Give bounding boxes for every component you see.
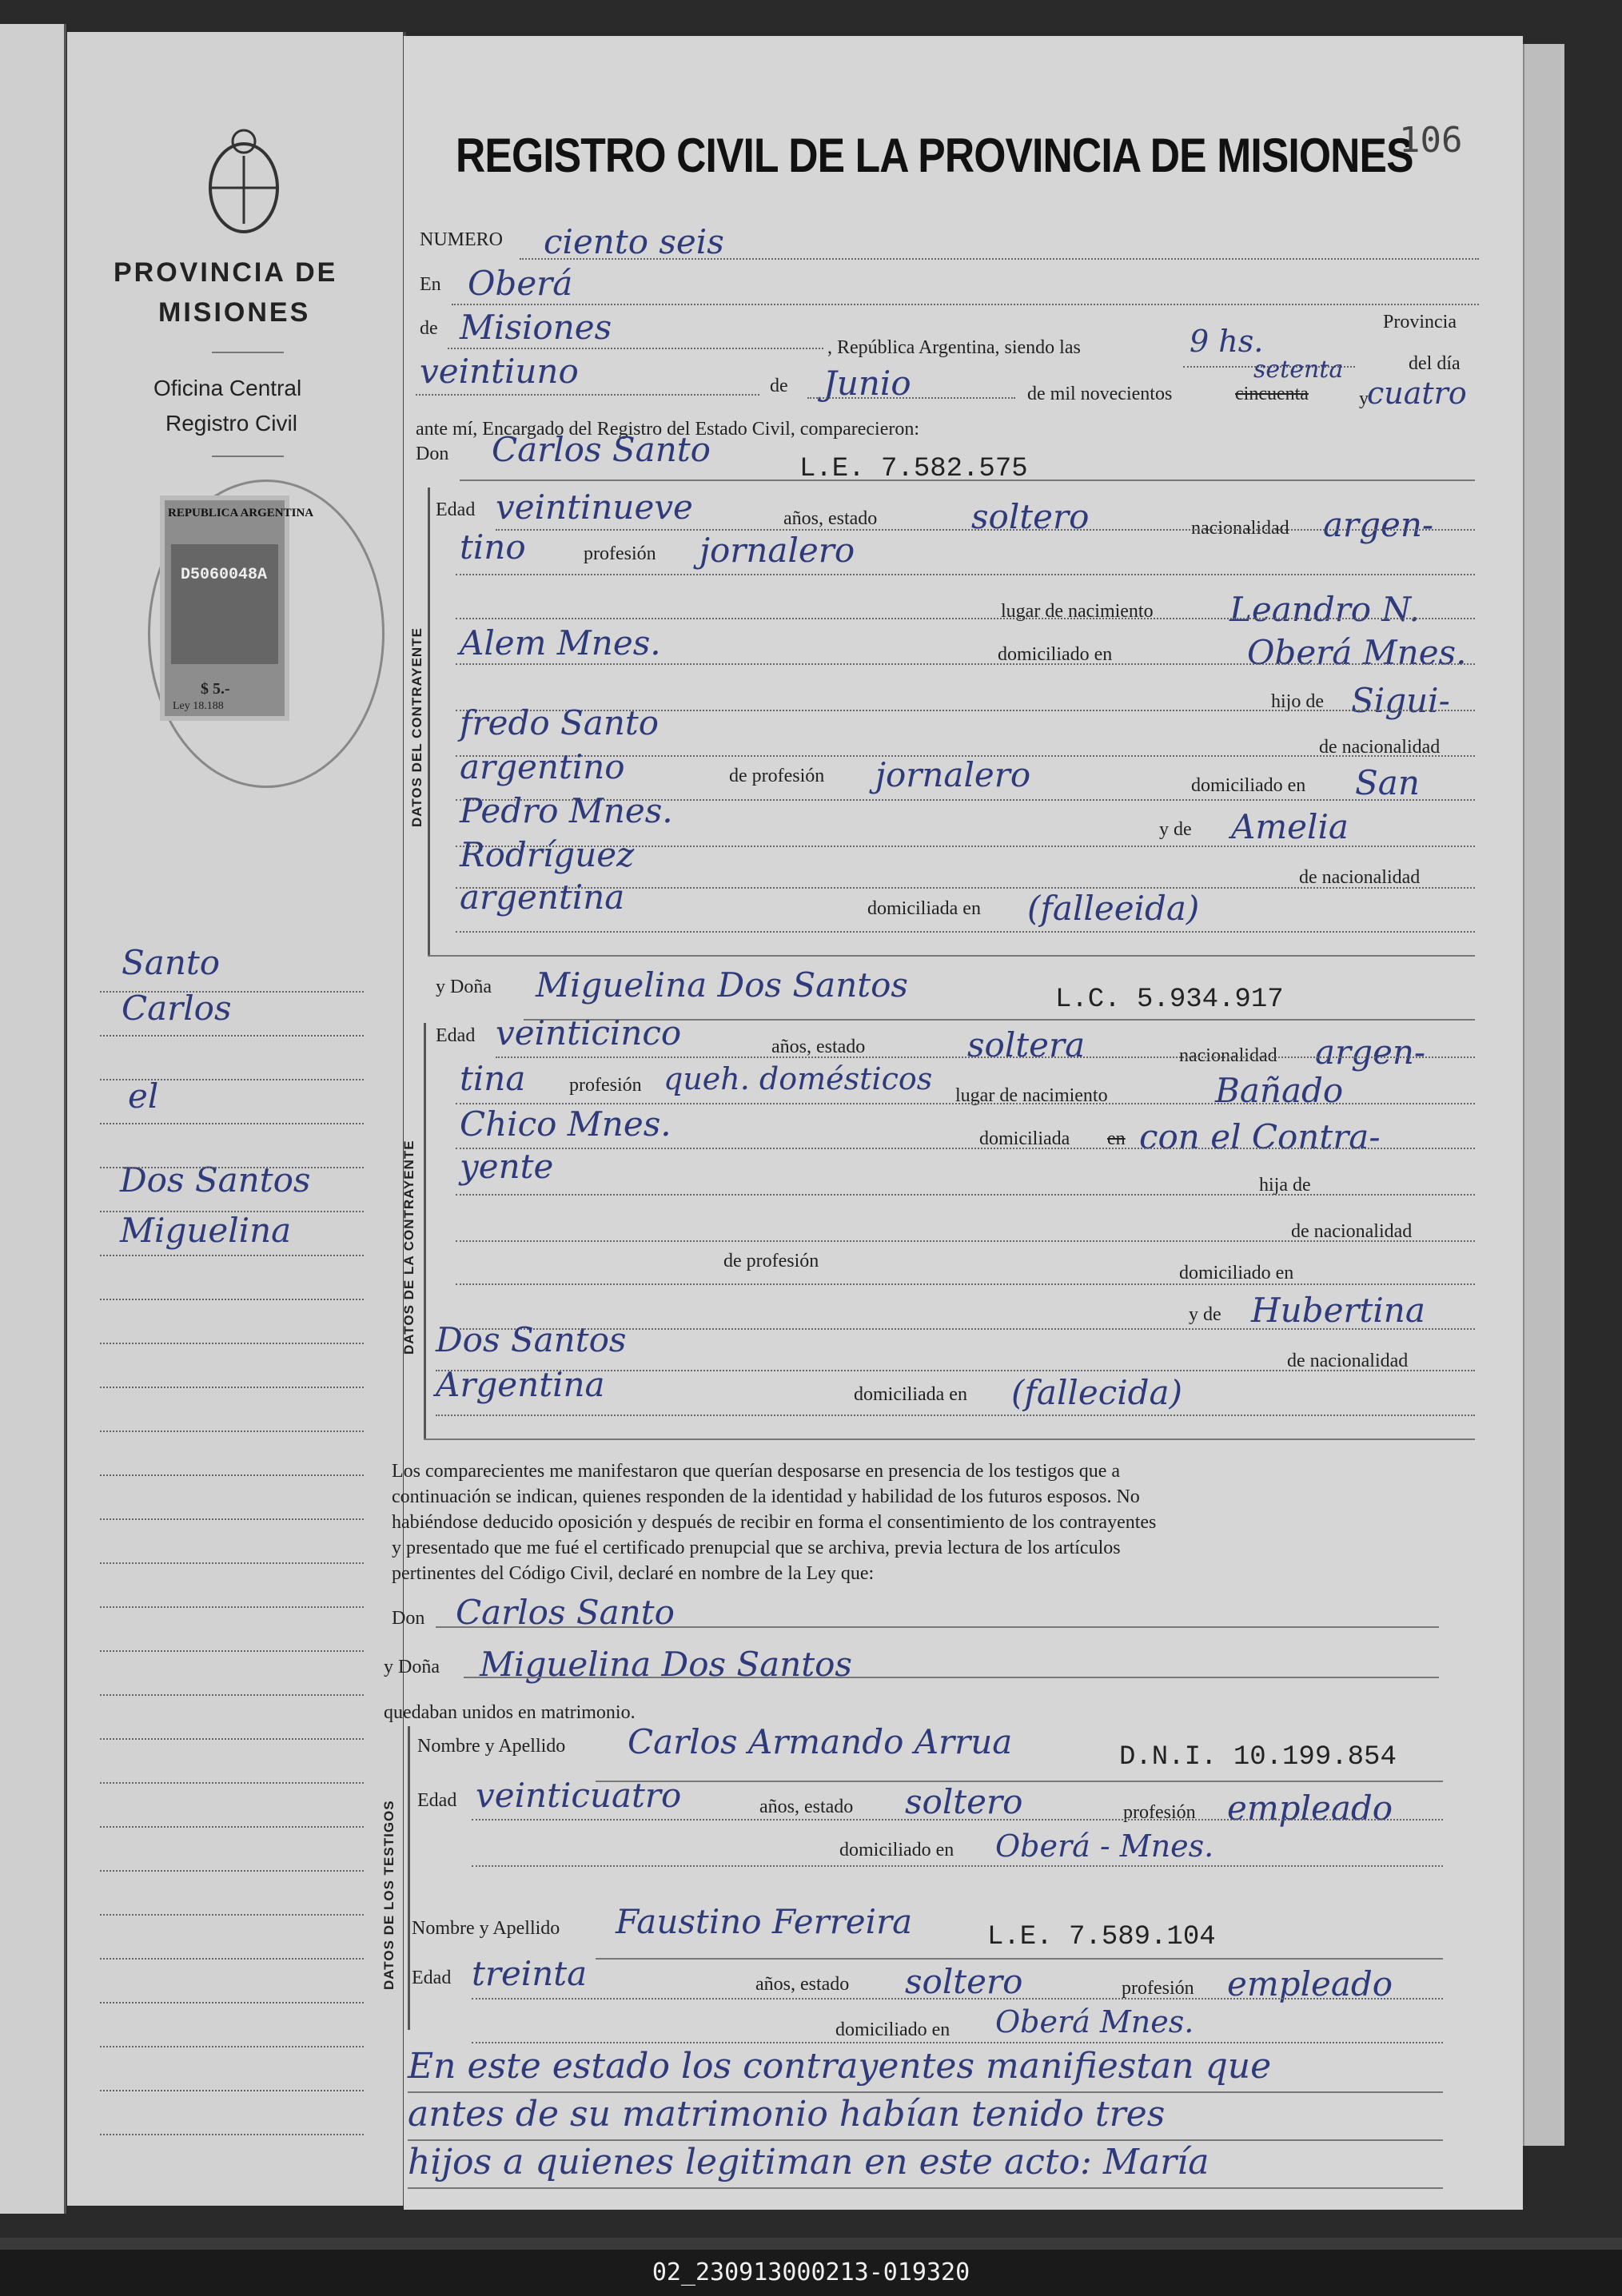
hija-label: hija de bbox=[1259, 1175, 1311, 1196]
dom-en-crossed: en bbox=[1107, 1128, 1126, 1149]
rule bbox=[416, 394, 759, 396]
stamp-image bbox=[171, 544, 278, 664]
padre-dom-2: Pedro Mnes. bbox=[460, 791, 673, 830]
rule bbox=[456, 1283, 1475, 1285]
rule bbox=[520, 258, 1479, 260]
rule bbox=[456, 1148, 1475, 1149]
stub-rule bbox=[100, 1474, 364, 1476]
rule bbox=[456, 1240, 1475, 1242]
decl-dona-value: Miguelina Dos Santos bbox=[480, 1645, 852, 1684]
edad-label: Edad bbox=[436, 499, 476, 520]
office-name: Registro Civil bbox=[165, 411, 297, 436]
margin-note-line: Dos Santos bbox=[120, 1160, 311, 1200]
numero-label: NUMERO bbox=[420, 229, 504, 250]
coat-of-arms-icon bbox=[204, 124, 284, 244]
contrayente-side-label: DATOS DEL CONTRAYENTE bbox=[409, 627, 424, 827]
nac-value-2: tina bbox=[460, 1059, 526, 1098]
previous-page-edge bbox=[0, 24, 66, 2214]
note-line: antes de su matrimonio habían tenido tres bbox=[408, 2094, 1166, 2135]
page-number: 106 bbox=[1399, 120, 1463, 161]
closing-text: quedaban unidos en matrimonio. bbox=[384, 1702, 636, 1723]
province-name: MISIONES bbox=[158, 297, 311, 328]
de-prof-label: de profesión bbox=[723, 1251, 819, 1271]
del-dia-label: del día bbox=[1409, 353, 1461, 374]
t1-document: D.N.I. 10.199.854 bbox=[1119, 1742, 1397, 1773]
stamp-country: REPUBLICA ARGENTINA bbox=[168, 507, 314, 519]
stub-rule bbox=[100, 1650, 364, 1652]
t1-anios-label: años, estado bbox=[759, 1797, 854, 1817]
dom2-label: domiciliado en bbox=[1179, 1263, 1294, 1283]
dom-value: con el Contra- bbox=[1139, 1117, 1381, 1156]
rule bbox=[428, 955, 1475, 957]
t1-edad-label: Edad bbox=[417, 1790, 457, 1811]
dom-value: Oberá Mnes. bbox=[1247, 633, 1467, 672]
rule bbox=[472, 1819, 1443, 1820]
padre-value-2: fredo Santo bbox=[460, 703, 660, 742]
padre-nac: argentino bbox=[460, 747, 625, 786]
revenue-stamp bbox=[160, 495, 314, 721]
dom-value-2: yente bbox=[460, 1147, 554, 1186]
hora-value: 9 hs. bbox=[1190, 324, 1264, 359]
t1-nombre-label: Nombre y Apellido bbox=[417, 1736, 566, 1757]
madre-value-2: Dos Santos bbox=[436, 1320, 627, 1359]
stub-rule bbox=[100, 1694, 364, 1696]
margin-note-line: Miguelina bbox=[120, 1211, 292, 1250]
domiciliada-label: domiciliada en bbox=[854, 1384, 967, 1405]
note-line: En este estado los contrayentes manifiestan que bbox=[408, 2046, 1272, 2087]
t2-nombre-value: Faustino Ferreira bbox=[616, 1902, 913, 1941]
madre-value: Hubertina bbox=[1251, 1291, 1425, 1330]
nac-label: nacionalidad bbox=[1191, 518, 1289, 539]
section-bracket bbox=[428, 487, 430, 955]
divider bbox=[212, 352, 284, 353]
de-prof-label: de profesión bbox=[729, 766, 825, 786]
nac-value: argen- bbox=[1315, 1033, 1426, 1072]
stub-rule bbox=[100, 1826, 364, 1828]
en-label: En bbox=[420, 274, 441, 295]
mes-value: Junio bbox=[823, 364, 911, 403]
register-stub bbox=[67, 32, 406, 2206]
don-document: L.E. 7.582.575 bbox=[799, 454, 1028, 484]
margin-note-line: Carlos bbox=[122, 989, 232, 1028]
madre-dom: (falleeida) bbox=[1027, 889, 1200, 928]
t1-prof-label: profesión bbox=[1123, 1802, 1196, 1823]
prof-value: jornalero bbox=[699, 531, 855, 570]
stub-rule bbox=[100, 1782, 364, 1784]
stub-rule bbox=[100, 1606, 364, 1608]
margin-note-line: Santo bbox=[122, 943, 221, 982]
provincia-label: Provincia bbox=[1383, 312, 1457, 332]
prof-label: profesión bbox=[569, 1075, 642, 1096]
de2-label: de bbox=[770, 376, 788, 396]
lugar-label: lugar de nacimiento bbox=[955, 1085, 1108, 1106]
rule bbox=[472, 1998, 1443, 2000]
de-nac-label: de nacionalidad bbox=[1291, 1221, 1413, 1242]
rule bbox=[596, 1958, 1443, 1960]
rule bbox=[456, 574, 1475, 575]
declaration-line: habiéndose deducido oposición y después de recibir en forma el consentimiento de los contrayentes bbox=[392, 1512, 1157, 1533]
stub-rule bbox=[100, 1431, 364, 1432]
numero-value: ciento seis bbox=[544, 222, 724, 261]
de-value: Misiones bbox=[460, 308, 612, 347]
en-value: Oberá bbox=[468, 264, 573, 303]
rule bbox=[448, 348, 823, 349]
lugar-value-2: Chico Mnes. bbox=[460, 1104, 672, 1144]
padre-prof: jornalero bbox=[875, 755, 1031, 794]
t1-dom-label: domiciliado en bbox=[839, 1840, 954, 1860]
estado-value: soltero bbox=[971, 497, 1090, 536]
decl-dona-label: y Doña bbox=[384, 1657, 440, 1677]
prof-label: profesión bbox=[584, 543, 656, 564]
dia-value: veintiuno bbox=[420, 352, 579, 391]
t2-dom-value: Oberá Mnes. bbox=[995, 2004, 1194, 2039]
edad-value: veinticinco bbox=[496, 1013, 682, 1052]
cincuenta-crossed: cincuenta bbox=[1235, 384, 1309, 404]
stub-rule bbox=[100, 2046, 364, 2047]
stamp-value: $ 5.- bbox=[201, 680, 230, 698]
stub-rule bbox=[100, 1035, 364, 1037]
rule bbox=[464, 1677, 1439, 1678]
prof-value: queh. domésticos bbox=[664, 1061, 933, 1096]
note-line: hijos a quienes legitiman en este acto: María bbox=[408, 2142, 1210, 2183]
stub-rule bbox=[100, 1079, 364, 1080]
lugar-value: Bañado bbox=[1215, 1071, 1344, 1110]
dom2-label: domiciliado en bbox=[1191, 775, 1306, 796]
mil-text: de mil novecientos bbox=[1027, 384, 1173, 404]
rule bbox=[456, 663, 1475, 665]
stub-rule bbox=[100, 2090, 364, 2091]
stamp-serial: D5060048A bbox=[181, 566, 268, 584]
don-value: Carlos Santo bbox=[492, 430, 711, 469]
madre-nac: argentina bbox=[460, 877, 625, 917]
dona-document: L.C. 5.934.917 bbox=[1055, 985, 1284, 1015]
y-label: y bbox=[1359, 388, 1369, 409]
madre-value: Amelia bbox=[1231, 807, 1349, 846]
rule bbox=[408, 2139, 1443, 2141]
office-label: Oficina Central bbox=[153, 376, 302, 400]
stub-rule bbox=[100, 1167, 364, 1168]
rule bbox=[436, 1626, 1439, 1628]
nac-value-2: tino bbox=[460, 527, 526, 567]
rule bbox=[408, 2187, 1443, 2189]
margin-note-line: el bbox=[128, 1076, 159, 1116]
province-label: PROVINCIA DE bbox=[114, 257, 338, 288]
t2-edad-value: treinta bbox=[472, 1954, 588, 1993]
t1-nombre-value: Carlos Armando Arrua bbox=[628, 1722, 1013, 1761]
padre-value: Sigui- bbox=[1351, 681, 1450, 720]
rule bbox=[807, 397, 1015, 399]
stub-rule bbox=[100, 1387, 364, 1388]
stub-rule bbox=[100, 1870, 364, 1872]
rule bbox=[472, 2042, 1443, 2043]
rule bbox=[436, 1415, 1475, 1416]
stub-rule bbox=[100, 1255, 364, 1256]
stub-rule bbox=[100, 2134, 364, 2135]
nac-label: nacionalidad bbox=[1179, 1045, 1277, 1066]
madre-dom: (fallecida) bbox=[1011, 1373, 1182, 1412]
section-bracket bbox=[424, 1023, 426, 1438]
republica-text: , República Argentina, siendo las bbox=[827, 337, 1081, 358]
declaration-line: Los comparecientes me manifestaron que querían desposarse en presencia de los testigos que a bbox=[392, 1461, 1121, 1482]
de-nac-label: de nacionalidad bbox=[1319, 737, 1441, 758]
testigos-side-label: DATOS DE LOS TESTIGOS bbox=[381, 1800, 397, 1990]
lugar-value-2: Alem Mnes. bbox=[460, 623, 661, 663]
stub-rule bbox=[100, 1914, 364, 1916]
stub-rule bbox=[100, 2002, 364, 2004]
dona-value: Miguelina Dos Santos bbox=[536, 965, 908, 1005]
rule bbox=[424, 1438, 1475, 1440]
stub-rule bbox=[100, 1738, 364, 1740]
dona-label: y Doña bbox=[436, 977, 492, 997]
rule bbox=[496, 1056, 1475, 1058]
rule bbox=[496, 529, 1475, 531]
lugar-label: lugar de nacimiento bbox=[1001, 601, 1154, 622]
declaration-line: y presentado que me fué el certificado prenupcial que se archiva, previa lectura de los artículos bbox=[392, 1538, 1121, 1558]
stub-rule bbox=[100, 1343, 364, 1344]
t1-dom-value: Oberá - Mnes. bbox=[995, 1828, 1214, 1864]
section-bracket bbox=[408, 1726, 410, 2030]
dom-label: domiciliado en bbox=[998, 644, 1113, 665]
stub-rule bbox=[100, 1123, 364, 1124]
stub-rule bbox=[100, 1958, 364, 1960]
page-edge bbox=[1523, 44, 1564, 2146]
stub-rule bbox=[100, 991, 364, 993]
de-nac-label-2: de nacionalidad bbox=[1287, 1351, 1409, 1371]
anio-value: setenta bbox=[1253, 356, 1344, 384]
y-de-label: y de bbox=[1159, 819, 1192, 840]
stub-rule bbox=[100, 1518, 364, 1520]
t1-estado-value: soltero bbox=[905, 1782, 1023, 1821]
page-title: REGISTRO CIVIL DE LA PROVINCIA DE MISIONES bbox=[456, 129, 1413, 182]
t2-edad-label: Edad bbox=[412, 1968, 452, 1988]
t2-prof-value: empleado bbox=[1227, 1964, 1393, 2004]
edad-label: Edad bbox=[436, 1025, 476, 1046]
declaration-line: continuación se indican, quienes responden de la identidad y habilidad de los futuros esposos. No bbox=[392, 1486, 1140, 1507]
rule bbox=[456, 618, 1475, 619]
rule bbox=[408, 2091, 1443, 2093]
t1-prof-value: empleado bbox=[1227, 1789, 1393, 1828]
anios-label: años, estado bbox=[771, 1037, 866, 1057]
rule bbox=[452, 304, 1479, 305]
t1-edad-value: veinticuatro bbox=[476, 1776, 682, 1815]
decl-don-value: Carlos Santo bbox=[456, 1593, 675, 1632]
domiciliada-label: domiciliada en bbox=[867, 898, 981, 919]
t2-anios-label: años, estado bbox=[755, 1974, 850, 1995]
anios-label: años, estado bbox=[783, 508, 878, 529]
stub-rule bbox=[100, 1211, 364, 1212]
t2-estado-value: soltero bbox=[905, 1962, 1023, 2001]
edad-value: veintinueve bbox=[496, 487, 693, 527]
dom-label: domiciliada bbox=[979, 1128, 1070, 1149]
don-label: Don bbox=[416, 444, 449, 464]
ante-text: ante mí, Encargado del Registro del Estado Civil, comparecieron: bbox=[416, 419, 920, 440]
padre-dom: San bbox=[1355, 763, 1420, 802]
de-label: de bbox=[420, 318, 438, 339]
nac-value: argen- bbox=[1323, 505, 1434, 544]
t2-nombre-label: Nombre y Apellido bbox=[412, 1918, 560, 1939]
lugar-value: Leandro N. bbox=[1229, 590, 1420, 629]
madre-nac: Argentina bbox=[436, 1365, 605, 1404]
rule bbox=[456, 931, 1475, 933]
rule bbox=[472, 1865, 1443, 1867]
divider bbox=[212, 456, 284, 457]
stub-rule bbox=[100, 1562, 364, 1564]
rule bbox=[460, 479, 1475, 481]
hijo-label: hijo de bbox=[1271, 691, 1324, 712]
t2-prof-label: profesión bbox=[1122, 1978, 1194, 1999]
estado-value: soltera bbox=[967, 1025, 1086, 1064]
madre-value-2: Rodríguez bbox=[460, 835, 635, 874]
t2-document: L.E. 7.589.104 bbox=[987, 1922, 1216, 1952]
stub-rule bbox=[100, 1299, 364, 1300]
t2-dom-label: domiciliado en bbox=[835, 2019, 950, 2040]
de-nac-label-2: de nacionalidad bbox=[1299, 867, 1421, 888]
declaration-line: pertinentes del Código Civil, declaré en nombre de la Ley que: bbox=[392, 1563, 875, 1584]
y-de-label: y de bbox=[1189, 1304, 1221, 1325]
decl-don-label: Don bbox=[392, 1608, 425, 1629]
scan-filename: 02_230913000213-019320 bbox=[0, 2250, 1622, 2296]
anio-value-2: cuatro bbox=[1367, 376, 1467, 411]
rule bbox=[456, 1194, 1475, 1196]
stamp-law: Ley 18.188 bbox=[173, 700, 224, 712]
contrayenta-side-label: DATOS DE LA CONTRAYENTE bbox=[401, 1140, 416, 1355]
